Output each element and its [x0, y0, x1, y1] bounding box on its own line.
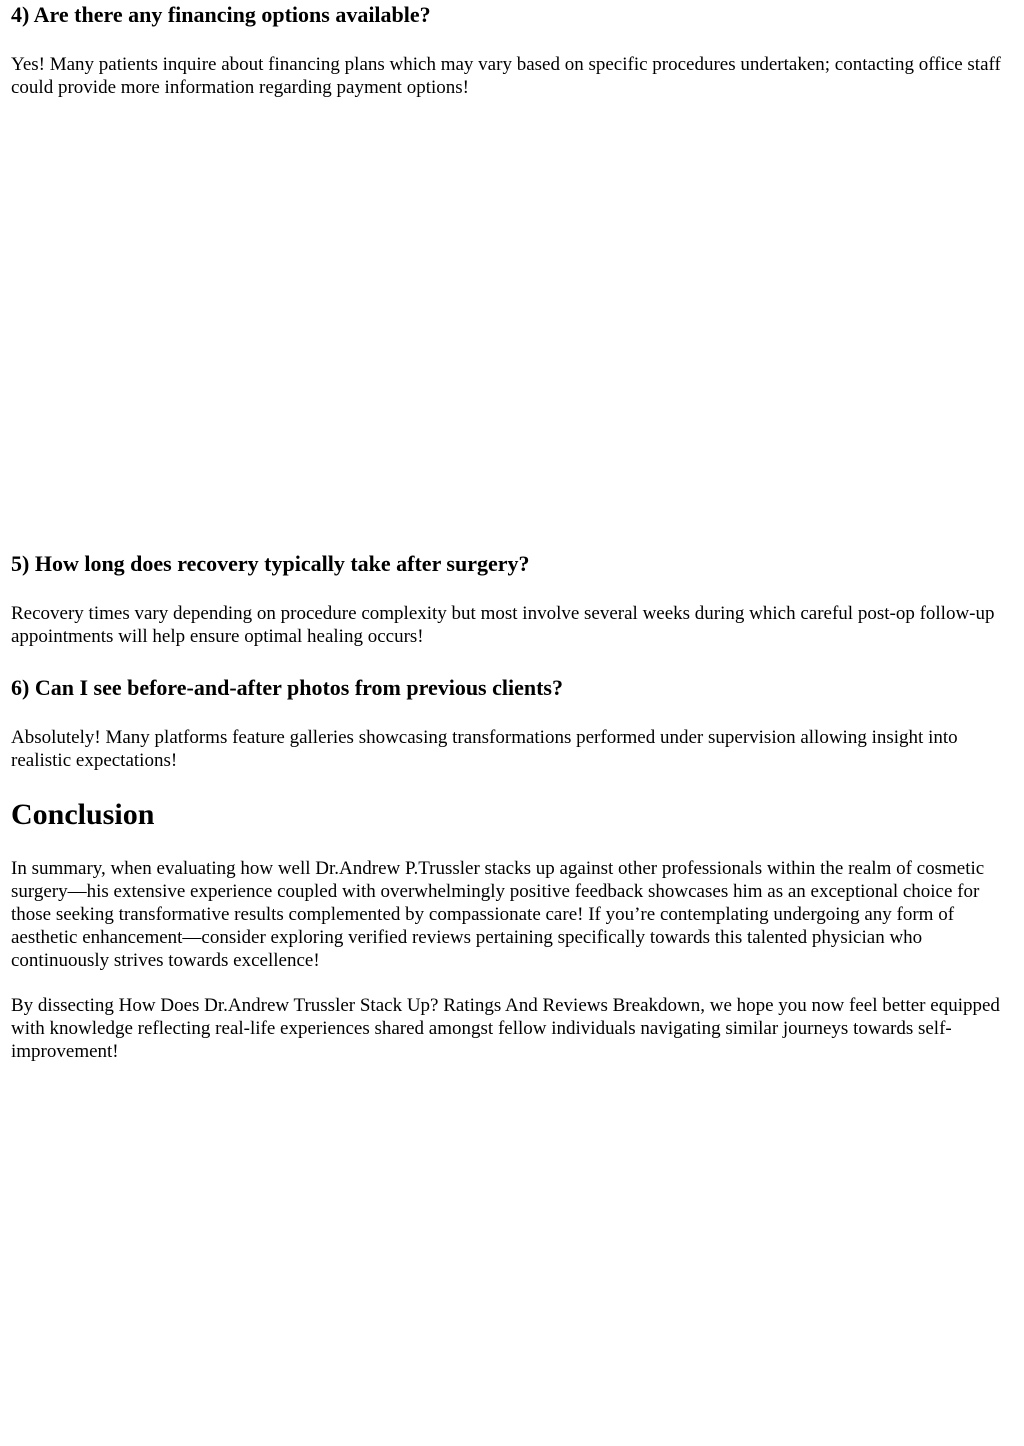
conclusion-heading: Conclusion — [11, 798, 155, 831]
faq-answer-4: Yes! Many patients inquire about financing plans which may vary based on specific procedures undertaken; contacting office staff could provide more information regarding payment options! — [11, 54, 1001, 98]
conclusion-paragraph: In summary, when evaluating how well Dr.Andrew P.Trussler stacks up against other professionals within the realm of cosmetic surgery—his extensive experience coupled with overwhelmingly positive feedback showcases him as an exceptional choice for those seeking transformative results complemented by compassionate care! If you’re contemplating undergoing any form of aesthetic enhancement—consider exploring verified reviews pertaining specifically towards this talented physician who continuously strives towards excellence! — [11, 858, 985, 971]
faq-answer-5: Recovery times vary depending on procedure complexity but most involve several weeks during which careful post-op follow-up appointments will help ensure optimal healing occurs! — [11, 603, 995, 647]
faq-answer-6: Absolutely! Many platforms feature galleries showcasing transformations performed under supervision allowing insight into realistic expectations! — [11, 727, 958, 771]
faq-question-6: 6) Can I see before-and-after photos from previous clients? — [11, 675, 563, 700]
faq-question-4: 4) Are there any financing options available? — [11, 2, 431, 27]
conclusion-paragraph: By dissecting How Does Dr.Andrew Trussler Stack Up? Ratings And Reviews Breakdown, we hope you now feel better equipped with knowledge reflecting real-life experiences shared amongst fellow individuals navigating similar journeys towards self-improvement! — [11, 995, 1000, 1062]
faq-question-5: 5) How long does recovery typically take after surgery? — [11, 551, 530, 576]
embedded-media-blank — [11, 112, 1011, 532]
